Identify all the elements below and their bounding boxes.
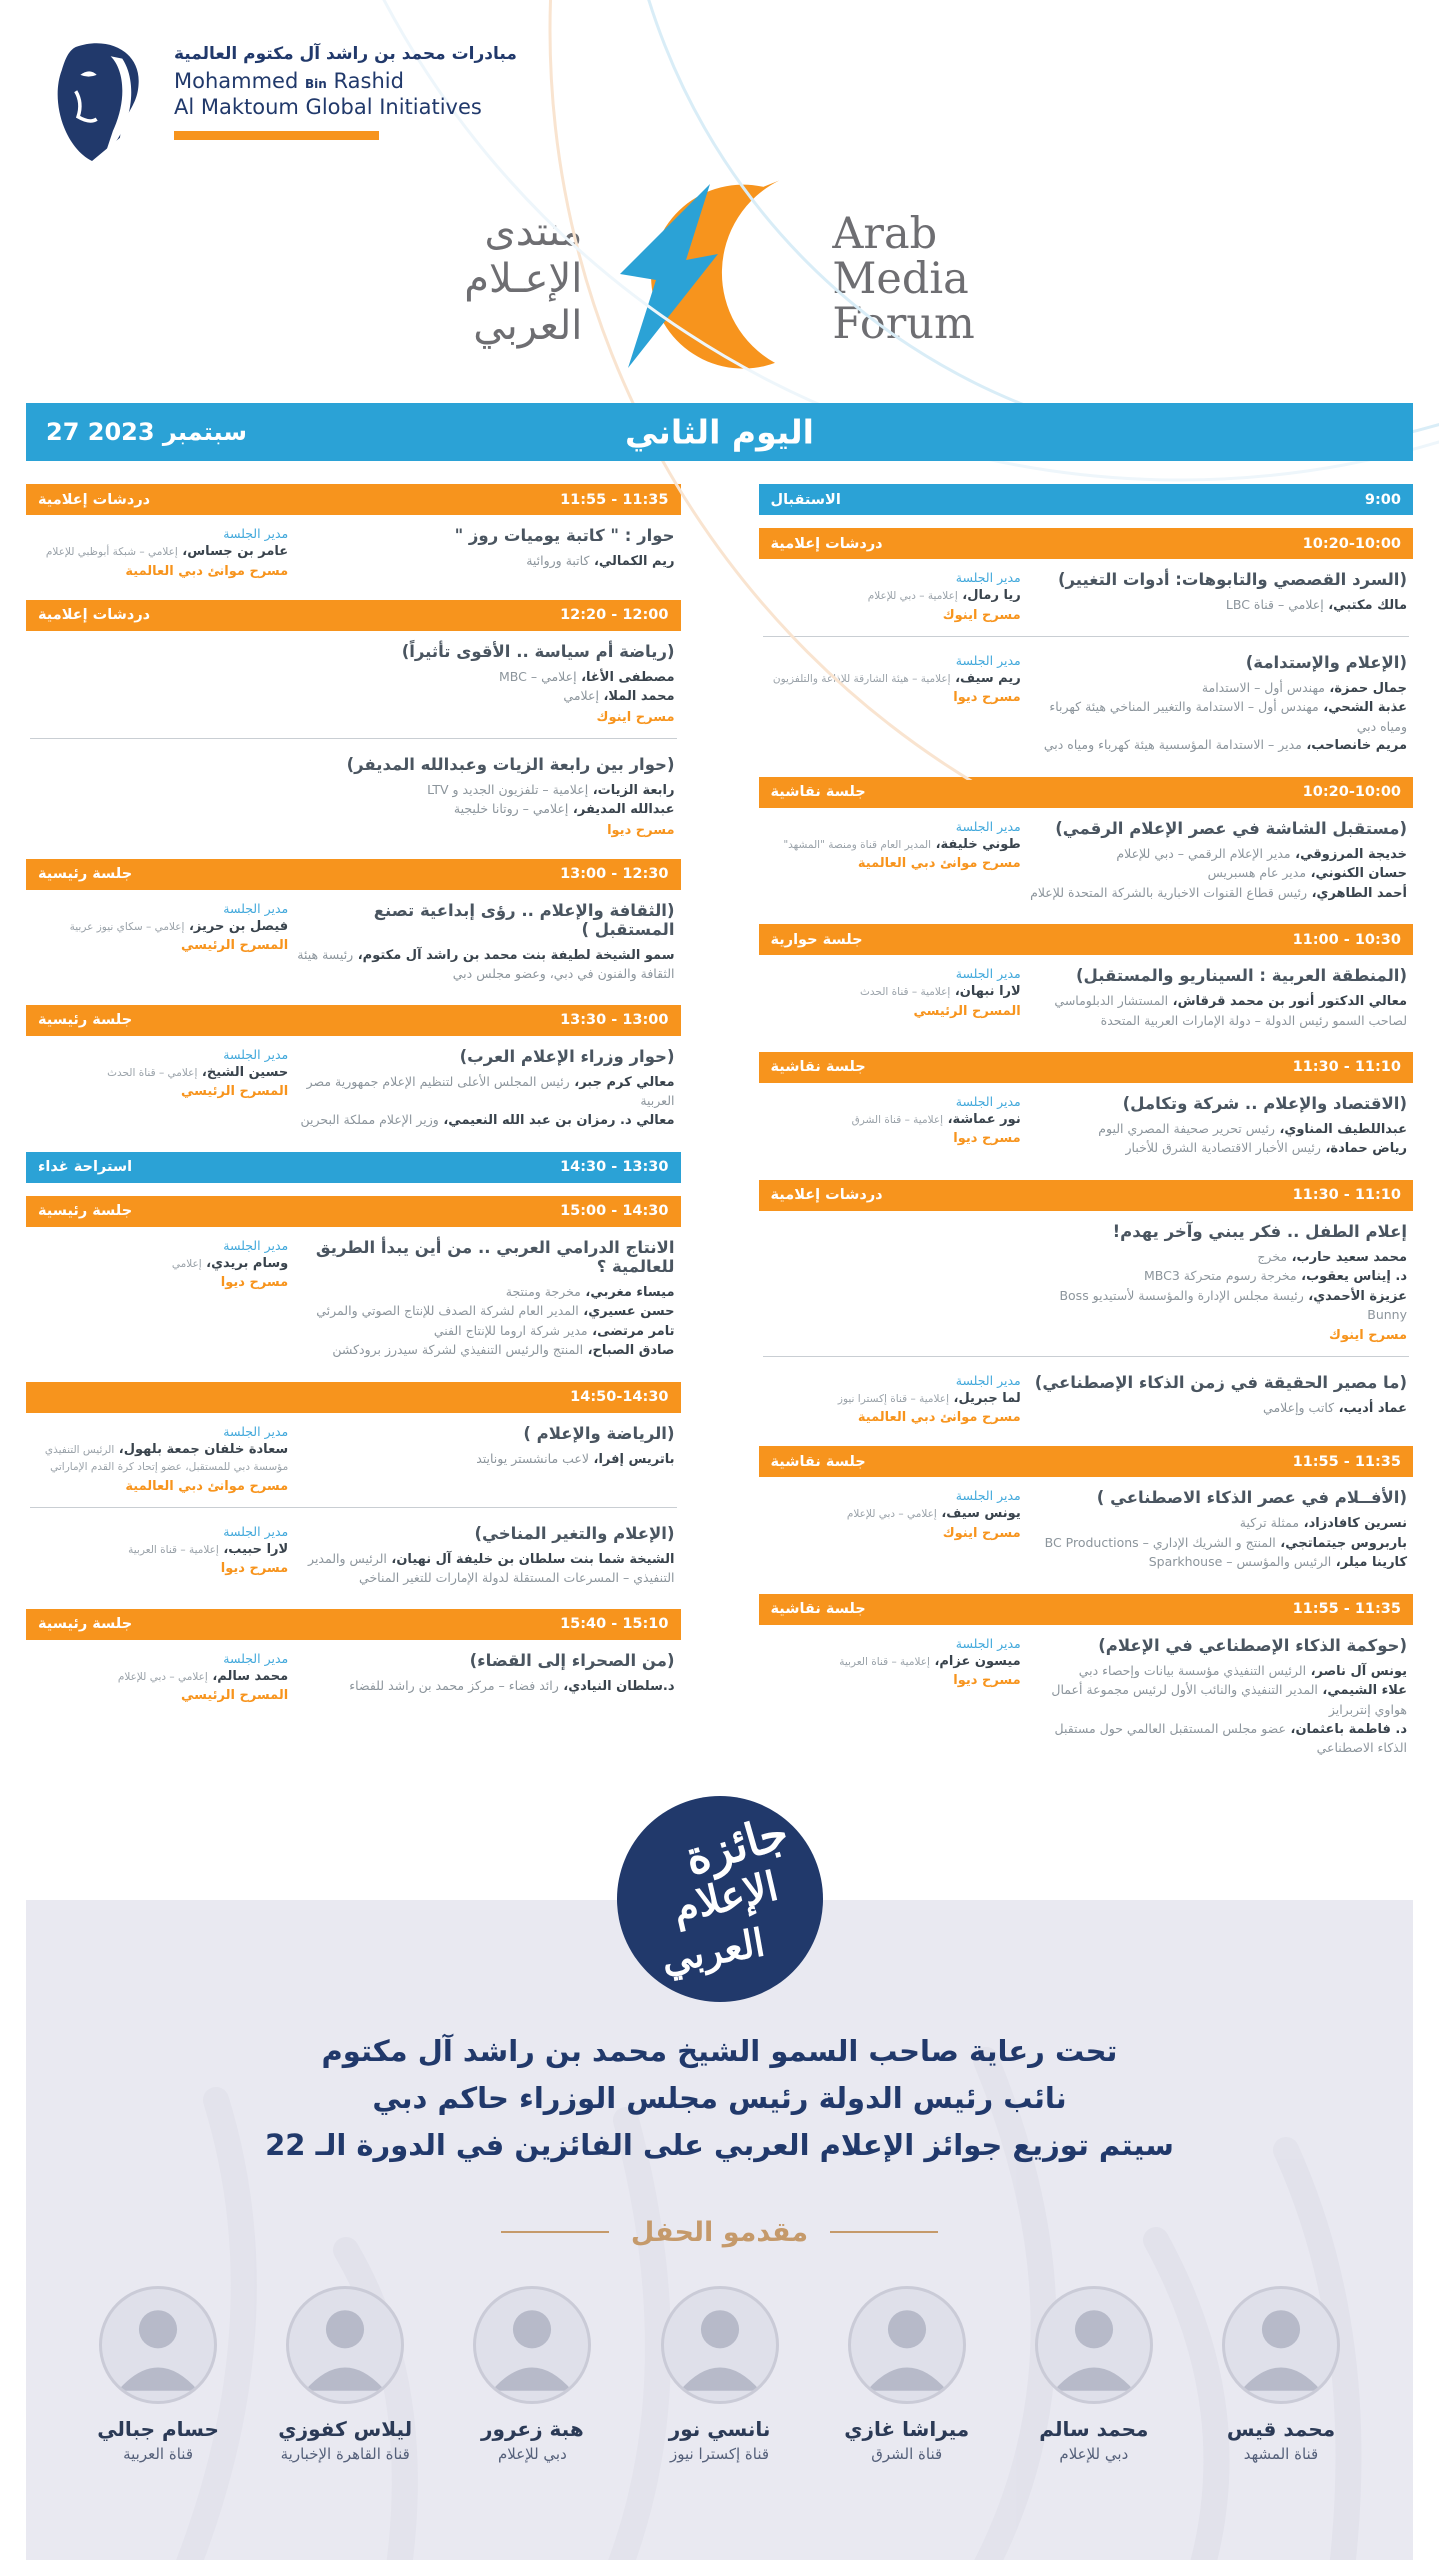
presenter-name: محمد سالم — [1039, 2416, 1149, 2441]
moderator-name: محمد سالم، إعلامي – دبي للإعلام — [117, 1668, 289, 1684]
session-row — [759, 808, 1414, 912]
moderator-label: مدير الجلسة — [223, 1650, 289, 1666]
bar-time: 13:30 - 13:00 — [560, 1012, 669, 1029]
presenter-avatar — [1222, 2286, 1340, 2404]
session-divider — [763, 636, 1410, 637]
bar-label: جلسة رئيسية — [38, 1012, 133, 1029]
moderator-block — [765, 819, 1021, 872]
presenter-channel: قناة القاهرة الإخبارية — [280, 2444, 410, 2463]
speaker-line: خديجة المرزوقي، مدير الإعلام الرقمي – دبي للإعلام — [1116, 845, 1407, 862]
session-row — [26, 631, 681, 733]
person-icon — [667, 2289, 773, 2395]
bar-label: دردشات إعلامية — [38, 491, 151, 508]
moderator-block — [765, 1094, 1021, 1147]
speaker-line: عبداللطيف المناوي، رئيس تحرير صحيفة المصري اليوم — [1098, 1120, 1407, 1137]
bar-label: جلسة رئيسية — [38, 1616, 133, 1633]
person-icon — [1228, 2289, 1334, 2395]
session-row — [759, 1083, 1414, 1167]
session-main — [1021, 653, 1407, 756]
moderator-name: لما جبريل، إعلامية – قناة إكسترا نيوز — [837, 1390, 1021, 1406]
speaker-line: عذبة الشحي، مهندس أول – الاستدامة والتغيير المناخي هيئة كهرباء ومياه دبي — [1049, 699, 1407, 734]
schedule-block — [26, 1005, 681, 1139]
moderator-label: مدير الجلسة — [955, 652, 1021, 668]
session-main — [1021, 1488, 1407, 1573]
presenter-card — [78, 2286, 238, 2463]
schedule-column-afternoon — [26, 471, 681, 1711]
speaker-line: رياض حمادة، رئيس الأخبار الاقتصادية الشرق للأخبار — [1125, 1140, 1407, 1157]
bar-time: 11:00 - 10:30 — [1292, 931, 1401, 948]
moderator-label: مدير الجلسة — [223, 900, 289, 916]
session-title: (الرياضة والإعلام ) — [523, 1423, 675, 1443]
session-main — [1021, 1373, 1407, 1419]
presenter-channel: دبي للإعلام — [497, 2444, 567, 2463]
venue-label: المسرح الرئيسي — [180, 938, 289, 954]
session-row — [759, 1211, 1414, 1351]
bar-label: جلسة حوارية — [770, 931, 863, 948]
bar-label: جلسة رئيسية — [38, 866, 133, 883]
speaker-line: مصطفى الأغا، إعلامي – MBC — [499, 668, 675, 685]
badge-word: جائزة — [678, 1804, 794, 1886]
speaker-line: أحمد الطاهري، رئيس قطاع القنوات الاخبارية بالشركة المتحدة للإعلام — [1030, 884, 1407, 901]
session-title: إعلام الطفل .. فكر يبني وآخر يهدم! — [1112, 1221, 1407, 1241]
session-title: حوار : " كاتبة يوميات روز " — [454, 526, 675, 545]
speaker-line: محمد الملا، إعلامي — [563, 688, 675, 705]
venue-label: مسرح موانئ دبي العالمية — [125, 563, 289, 579]
speaker-line: معالي الدكتور أنور بن محمد قرقاش، المستشار الدبلوماسي لصاحب السمو رئيس الدولة – دولة الإمارات العربية المتحدة — [1054, 993, 1407, 1028]
day-header-bar — [26, 403, 1413, 461]
schedule-block — [759, 924, 1414, 1038]
schedule-block — [759, 528, 1414, 764]
moderator-block — [32, 1651, 288, 1704]
session-main — [1021, 966, 1407, 1030]
session-main — [1021, 570, 1407, 616]
moderator-label: مدير الجلسة — [223, 1046, 289, 1062]
bar-label: جلسة نقاشية — [770, 1601, 866, 1618]
bar-label: دردشات إعلامية — [770, 535, 883, 552]
award-line: تحت رعاية صاحب السمو الشيخ محمد بن راشد آل مكتوم — [321, 2033, 1118, 2068]
schedule-columns — [26, 471, 1413, 1766]
speaker-line: باتريس إفرا، لاعب مانشستر يونايتد — [476, 1450, 675, 1467]
schedule-block — [759, 1446, 1414, 1581]
schedule-block — [26, 859, 681, 992]
session-row — [759, 1625, 1414, 1766]
moderator-name: طوني خليفة، المدير العام قناة ومنصة "المشهد" — [783, 836, 1021, 852]
moderator-name: فيصل بن حريز، إعلامي – سكاي نيوز عربية — [69, 918, 289, 934]
award-section — [0, 1796, 1439, 2560]
bar-label: جلسة نقاشية — [770, 1453, 866, 1470]
session-main — [288, 755, 674, 838]
session-main — [1021, 1636, 1407, 1758]
session-title: (حوار وزراء الإعلام العرب) — [459, 1046, 675, 1066]
moderator-block — [765, 1636, 1021, 1689]
session-type-bar — [26, 484, 681, 515]
session-main — [288, 1047, 674, 1131]
session-title: (المنطقة العربية : السيناريو والمستقبل) — [1075, 966, 1407, 986]
presenter-avatar — [99, 2286, 217, 2404]
moderator-label: مدير الجلسة — [955, 818, 1021, 834]
speaker-line: سمو الشيخة لطيفة بنت محمد بن راشد آل مكتوم، رئيسة هيئة الثقافة والفنون في دبي، وعضو مجلس دبي — [297, 946, 675, 982]
speaker-line: د. فاطمة باعثمان، عضو مجلس المستقبل العالمي حول مستقبل الذكاء الاصطناعي — [1054, 1720, 1407, 1756]
bar-time: 14:50-14:30 — [570, 1389, 669, 1406]
bar-time: 9:00 — [1364, 491, 1401, 508]
moderator-block — [765, 1373, 1021, 1426]
moderator-name: وسام بريدي، إعلامي — [171, 1255, 289, 1271]
presenter-avatar — [848, 2286, 966, 2404]
moderator-block — [32, 526, 288, 579]
moderator-label: مدير الجلسة — [223, 1237, 289, 1253]
speaker-line: مالك مكتبي، إعلامي – قناة LBC — [1225, 597, 1407, 613]
speaker-line: د.سلطان النيادي، رائد فضاء – مركز محمد بن راشد للفضاء — [349, 1677, 675, 1694]
bar-label: استراحة غداء — [38, 1159, 133, 1176]
presenter-avatar — [473, 2286, 591, 2404]
speaker-line: حسن عسيري، المدير العام لشركة الصدف للإنتاج الصوتي والمرئي — [316, 1303, 675, 1320]
bar-time: 10:20-10:00 — [1302, 784, 1401, 801]
moderator-block — [32, 1524, 288, 1577]
moderator-name: حسين الشيخ، إعلامي – قناة الحدث — [107, 1064, 289, 1080]
session-row — [759, 1477, 1414, 1581]
session-row — [759, 1362, 1414, 1434]
moderator-label: مدير الجلسة — [223, 1523, 289, 1539]
presenter-avatar — [286, 2286, 404, 2404]
venue-label: مسرح اينوك — [942, 607, 1021, 623]
bar-label: دردشات إعلامية — [770, 1187, 883, 1204]
amf-english-wordmark: Arab Media Forum — [832, 209, 975, 349]
session-main — [288, 901, 674, 984]
session-title: (ما مصير الحقيقة في زمن الذكاء الإصطناعي) — [1034, 1372, 1407, 1392]
moderator-block — [32, 1238, 288, 1291]
session-type-bar — [26, 859, 681, 890]
schedule-column-morning — [759, 471, 1414, 1766]
venue-label: مسرح موانئ دبي العالمية — [857, 856, 1021, 872]
session-main — [1021, 819, 1407, 904]
brand-arabic-name: مبادرات محمد بن راشد آل مكتوم العالمية — [174, 44, 517, 64]
session-title: (مستقبل الشاشة في عصر الإعلام الرقمي) — [1055, 818, 1407, 838]
session-title: (الثقافة والإعلام .. رؤى إبداعية تصنع المستقبل ) — [373, 900, 675, 939]
amf-arabic-wordmark: منتدى الإعـلام العربي — [464, 208, 583, 350]
moderator-label: مدير الجلسة — [955, 570, 1021, 585]
presenter-name: محمد قيس — [1226, 2416, 1336, 2441]
session-divider — [30, 1507, 677, 1508]
speaker-line: د. إيناس يعقوب، مخرجة رسوم متحركة MBC3 — [1143, 1268, 1407, 1285]
bar-time: 15:40 - 15:10 — [560, 1616, 669, 1633]
presenter-avatar — [661, 2286, 779, 2404]
speaker-line: جمال حمزة، مهندس أول – الاستدامة — [1201, 679, 1407, 696]
moderator-name: ريا رمال، إعلامية – دبي للإعلام — [867, 588, 1021, 603]
moderator-name: ريم سيف، إعلامية – هيئة الشارقة للإذاعة والتلفزيون — [772, 670, 1021, 686]
award-line: سيتم توزيع جوائز الإعلام العربي على الفائزين في الدورة الـ 22 — [265, 2127, 1174, 2162]
schedule-block — [26, 1152, 681, 1183]
moderator-name: سعادة خلفان جمعة بلهول، الرئيس التنفيذي مؤسسة دبي للمستقبل، عضو إتحاد كرة القدم الإماراتي — [44, 1441, 289, 1474]
moderator-block — [32, 1424, 288, 1494]
speaker-line: محمد سعيد حارب، مخرج — [1257, 1248, 1407, 1265]
session-main — [288, 526, 674, 572]
moderator-block — [765, 1488, 1021, 1541]
speaker-line: ميساء مغربي، مخرجة ومنتجة — [505, 1283, 675, 1300]
bar-time: 14:30 - 13:30 — [560, 1159, 669, 1176]
session-row — [26, 1513, 681, 1596]
speaker-line: تامر مرتضى، مدير شركة اروما للإنتاج الفني — [433, 1322, 675, 1339]
presenter-channel: دبي للإعلام — [1059, 2444, 1129, 2463]
schedule-block — [26, 600, 681, 846]
person-icon — [105, 2289, 211, 2395]
session-type-bar — [759, 1446, 1414, 1477]
session-row — [26, 1640, 681, 1712]
speaker-line: باربروس جيتماتجي، المنتج و الشريك الإداري – BC Productions — [1044, 1534, 1407, 1551]
schedule-block — [759, 1180, 1414, 1434]
bar-time: 10:20-10:00 — [1302, 535, 1401, 552]
amf-crescent-arrow-icon — [612, 172, 802, 387]
moderator-name: عامر بن جساس، إعلامي – شبكة أبوظبي للإعلام — [45, 544, 289, 559]
moderator-name: يونس سيف، إعلامي – دبي للإعلام — [846, 1506, 1021, 1522]
moderator-label: مدير الجلسة — [955, 1488, 1021, 1504]
session-title: (حوكمة الذكاء الإصطناعي في الإعلام) — [1098, 1635, 1407, 1655]
bar-time: 11:30 - 11:10 — [1292, 1187, 1401, 1204]
bar-label: جلسة رئيسية — [38, 1203, 133, 1220]
venue-label: مسرح اينوك — [1329, 1327, 1407, 1343]
moderator-label: مدير الجلسة — [955, 966, 1021, 982]
bar-time: 12:20 - 12:00 — [560, 607, 669, 624]
session-row — [759, 642, 1414, 764]
bar-label: الاستقبال — [770, 491, 841, 508]
arab-media-award-badge — [617, 1796, 823, 2002]
session-main — [288, 1424, 674, 1470]
venue-label: مسرح ديوا — [607, 822, 675, 838]
venue-label: مسرح ديوا — [953, 1131, 1021, 1147]
session-main — [1021, 1222, 1407, 1343]
bar-label: جلسة نقاشية — [770, 784, 866, 801]
session-title: (الاقتصاد والإعلام .. شركة وتكامل) — [1122, 1093, 1407, 1113]
schedule-block — [26, 484, 681, 587]
presenter-name: ميراشا غازي — [844, 2416, 970, 2441]
session-type-bar — [26, 1152, 681, 1183]
presenter-card — [1014, 2286, 1174, 2463]
venue-label: المسرح الرئيسي — [180, 1688, 289, 1704]
session-row — [759, 559, 1414, 631]
moderator-label: مدير الجلسة — [223, 1423, 289, 1439]
bar-label: جلسة نقاشية — [770, 1059, 866, 1076]
session-title: الانتاج الدرامي العربي .. من أين يبدأ الطريق للعالمية ؟ — [315, 1237, 675, 1276]
speaker-line: نسرين كافادزاد، ممثلة تركية — [1239, 1515, 1407, 1532]
presenter-channel: قناة الشرق — [871, 2444, 943, 2463]
person-icon — [1041, 2289, 1147, 2395]
schedule-block — [26, 1609, 681, 1712]
moderator-label: مدير الجلسة — [955, 1635, 1021, 1651]
brand-english-name: Mohammed Bin Rashid Al Maktoum Global Initiatives — [174, 69, 482, 120]
session-row — [26, 744, 681, 846]
session-row — [759, 955, 1414, 1038]
session-main — [288, 642, 674, 725]
moderator-block — [765, 570, 1021, 623]
speaker-line: الشيخة شما بنت سلطان بن خليفة آل نهيان، الرئيس والمدير التنفيذي – المسرعات المستقلة لدولة الإمارات للتغير المناخي — [308, 1550, 675, 1586]
person-icon — [854, 2289, 960, 2395]
speaker-line: معالي كرم جبر، رئيس المجلس الأعلى لتنظيم الإعلام جمهورية مصر العربية — [306, 1073, 675, 1109]
bar-time: 15:00 - 14:30 — [560, 1203, 669, 1220]
day-date: 27 سبتمبر 2023 — [46, 418, 247, 446]
venue-label: مسرح موانئ دبي العالمية — [857, 1410, 1021, 1426]
bar-time: 11:55 - 11:35 — [1292, 1453, 1401, 1470]
presenter-card — [827, 2286, 987, 2463]
speaker-line: صادق الصباح، المنتج والرئيس التنفيذي لشركة سيدرز برودكشن — [332, 1342, 675, 1359]
brand-orange-underline — [174, 131, 379, 140]
presenter-card — [265, 2286, 425, 2463]
moderator-label: مدير الجلسة — [955, 1093, 1021, 1109]
session-main — [288, 1524, 674, 1588]
moderator-block — [765, 653, 1021, 706]
session-type-bar — [759, 1594, 1414, 1625]
presenter-card — [1201, 2286, 1361, 2463]
moderator-name: لارا نبهان، إعلامية – قناة الحدث — [860, 984, 1021, 1000]
presenter-channel: قناة المشهد — [1243, 2444, 1319, 2463]
session-type-bar — [26, 600, 681, 631]
bar-time: 11:30 - 11:10 — [1292, 1059, 1401, 1076]
moderator-label: مدير الجلسة — [955, 1372, 1021, 1388]
presenter-avatar — [1035, 2286, 1153, 2404]
session-type-bar — [759, 1180, 1414, 1211]
person-icon — [292, 2289, 398, 2395]
session-divider — [30, 738, 677, 739]
speaker-line: عبدالله المديفر، إعلامي – روتانا خليجية — [453, 801, 675, 818]
schedule-block — [759, 484, 1414, 515]
speaker-line: ريم الكمالي، كاتبة وروائية — [526, 553, 675, 569]
moderator-label: مدير الجلسة — [223, 526, 289, 541]
session-row — [26, 515, 681, 587]
presenter-name: نانسي نور — [668, 2416, 771, 2441]
session-divider — [763, 1356, 1410, 1357]
speaker-line: علاء الشيمي، المدير التنفيذي والنائب الأول لرئيس مجموعة أعمال هواوي إنتربرايز — [1051, 1682, 1407, 1717]
session-type-bar — [26, 1382, 681, 1413]
badge-word: الإعلام — [668, 1862, 783, 1933]
session-title: (الإعلام والإستدامة) — [1245, 652, 1407, 672]
speaker-line: رابعة الزيات، إعلامية – تلفزيون الجديد و LTV — [427, 781, 675, 798]
bar-time: 13:00 - 12:30 — [560, 866, 669, 883]
award-line: نائب رئيس الدولة رئيس مجلس الوزراء حاكم دبي — [372, 2080, 1067, 2115]
session-title: (السرد القصصي والتابوهات: أدوات التغيير) — [1057, 570, 1407, 589]
bar-time: 11:55 - 11:35 — [560, 491, 669, 508]
venue-label: مسرح اينوك — [596, 709, 675, 725]
presenter-name: ليلاس كفوزي — [278, 2416, 413, 2441]
moderator-name: لارا حبيب، إعلامية – قناة العربية — [128, 1541, 289, 1557]
session-title: (الإعلام والتغير المناخي) — [474, 1523, 675, 1543]
session-type-bar — [26, 1609, 681, 1640]
session-type-bar — [759, 528, 1414, 559]
day-title: اليوم الثاني — [625, 412, 814, 452]
schedule-block — [26, 1382, 681, 1596]
session-type-bar — [759, 1052, 1414, 1083]
venue-label: مسرح ديوا — [220, 1561, 289, 1577]
person-icon — [479, 2289, 585, 2395]
presenter-name: حسام جبالي — [97, 2416, 219, 2441]
presenter-channel: قناة إكسترا نيوز — [670, 2444, 770, 2463]
mbr-portrait-icon — [40, 40, 158, 168]
venue-label: مسرح موانئ دبي العالمية — [125, 1478, 289, 1494]
moderator-block — [765, 966, 1021, 1019]
schedule-block — [759, 1594, 1414, 1766]
speaker-line: عزيزة الأحمدي، رئيسة مجلس الإدارة والمؤسسة لأستيديو Boss Bunny — [1059, 1287, 1407, 1323]
award-announcement — [26, 2028, 1413, 2169]
speaker-line: عماد أديب، كاتب وإعلامي — [1263, 1399, 1407, 1416]
session-main — [288, 1651, 674, 1697]
session-title: (من الصحراء إلى القضاء) — [469, 1650, 675, 1670]
moderator-name: نور عماشة، إعلامية – قناة الشرق — [851, 1111, 1021, 1127]
speaker-line: مريم خانصاحب، مدير – الاستدامة المؤسسية هيئة كهرباء ومياه دبي — [1043, 737, 1407, 754]
moderator-block — [32, 901, 288, 954]
bar-label: دردشات إعلامية — [38, 607, 151, 624]
moderator-name: ميسون عزام، إعلامية – قناة العربية — [839, 1653, 1021, 1669]
session-type-bar — [759, 777, 1414, 808]
session-title: (الأفــلام في عصر الذكاء الاصطناعي ) — [1096, 1488, 1407, 1508]
presenters-heading: مقدمو الحفل — [26, 2217, 1413, 2248]
speaker-line: يونس آل ناصر، الرئيس التنفيذي مؤسسة بيانات وإحصاء دبي — [1078, 1662, 1407, 1679]
session-main — [1021, 1094, 1407, 1159]
speaker-line: معالي د. رمزان بن عبد الله النعيمي، وزير الإعلام مملكة البحرين — [300, 1112, 675, 1129]
session-title: (حوار بين رابعة الزيات وعبدالله المديفر) — [346, 754, 675, 774]
schedule-block — [759, 777, 1414, 912]
venue-label: مسرح ديوا — [953, 690, 1021, 706]
venue-label: مسرح ديوا — [953, 1673, 1021, 1689]
speaker-line: حسان الكنوني، مدير عام هسبريس — [1207, 865, 1407, 882]
badge-word: العربي — [657, 1919, 768, 1982]
venue-label: مسرح اينوك — [942, 1525, 1021, 1541]
session-row — [26, 1227, 681, 1369]
schedule-block — [26, 1196, 681, 1369]
speaker-line: كارينا ميلر، الرئيس والمؤسس – Sparkhouse — [1148, 1554, 1407, 1571]
venue-label: المسرح الرئيسي — [180, 1084, 289, 1100]
session-title: (رياضة أم سياسة .. الأقوى تأثيراً) — [401, 641, 675, 661]
mbr-global-initiatives-logo — [40, 40, 517, 168]
session-type-bar — [759, 484, 1414, 515]
presenter-card — [640, 2286, 800, 2463]
session-type-bar — [26, 1196, 681, 1227]
session-row — [26, 1036, 681, 1139]
presenters-row — [78, 2286, 1361, 2463]
venue-label: مسرح ديوا — [220, 1275, 289, 1291]
presenter-channel: قناة العربية — [123, 2444, 193, 2463]
presenter-card — [452, 2286, 612, 2463]
venue-label: المسرح الرئيسي — [913, 1003, 1021, 1019]
session-type-bar — [759, 924, 1414, 955]
session-main — [288, 1238, 674, 1361]
session-type-bar — [26, 1005, 681, 1036]
session-row — [26, 890, 681, 992]
session-row — [26, 1413, 681, 1502]
presenter-name: هبة زعرور — [481, 2416, 584, 2441]
bar-time: 11:55 - 11:35 — [1292, 1601, 1401, 1618]
schedule-block — [759, 1052, 1414, 1167]
moderator-block — [32, 1047, 288, 1100]
